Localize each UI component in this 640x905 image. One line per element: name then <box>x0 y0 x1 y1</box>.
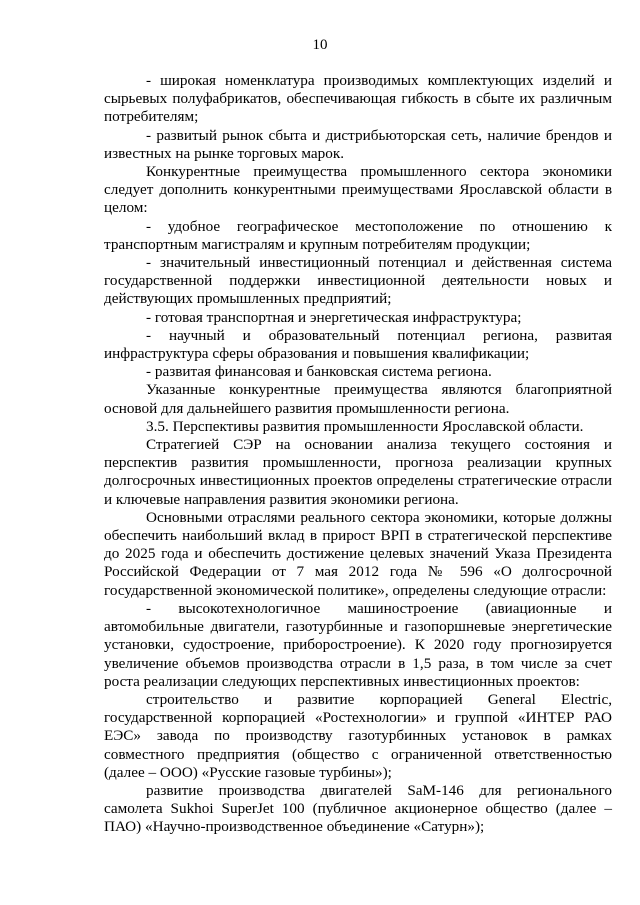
paragraph: - удобное географическое местоположение по отношению к транспортным магистралям и крупным потребителям продукции; <box>104 217 612 253</box>
section-heading: 3.5. Перспективы развития промышленности Ярославской области. <box>146 417 584 435</box>
paragraph: - широкая номенклатура производимых комплектующих изделий и сырьевых полуфабрикатов, обеспечивающая гибкость в сбыте их различным потребителям; <box>104 72 612 126</box>
page-number: 10 <box>312 37 328 53</box>
paragraph: - значительный инвестиционный потенциал и действенная система государственной поддержки инвестиционной деятельности новых и действующих промышленных предприятий; <box>104 254 612 308</box>
paragraph: развитие производства двигателей SaM-146 для регионального самолета Sukhoi SuperJet 100 (публичное акционерное общество (далее – ПАО) «Научно-производственное объединение «Сатурн»); <box>104 781 612 836</box>
paragraph: - развитая финансовая и банковская система региона. <box>146 363 492 381</box>
paragraph: Указанные конкурентные преимущества являются благоприятной основой для дальнейшего развития промышленности региона. <box>104 381 612 417</box>
paragraph: - готовая транспортная и энергетическая инфраструктура; <box>146 308 522 326</box>
paragraph: - научный и образовательный потенциал региона, развитая инфраструктура сферы образования и повышения квалификации; <box>104 326 612 363</box>
paragraph: - высокотехнологичное машиностроение (авиационные и автомобильные двигатели, газотурбинные и газопоршневые энергетические установки, судостроение, приборостроение). К 2020 году прогнозируется увеличение объемов производства отрасли в 1,5 раза, в том числе за счет роста реализации следующих перспективных инвестиционных проектов: <box>104 599 612 690</box>
paragraph: Стратегией СЭР на основании анализа текущего состояния и перспектив развития промышленности, прогноза реализации крупных долгосрочных инвестиционных проектов определены стратегические отрасли и ключевые направления развития экономики региона. <box>104 436 612 508</box>
paragraph: - развитый рынок сбыта и дистрибьюторская сеть, наличие брендов и известных на рынке торговых марок. <box>104 126 612 162</box>
document-body <box>104 72 612 837</box>
paragraph: Конкурентные преимущества промышленного сектора экономики следует дополнить конкурентными преимуществами Ярославской области в целом: <box>104 163 612 217</box>
paragraph: строительство и развитие корпорацией General Electric, государственной корпорацией «Ростехнологии» и группой «ИНТЕР РАО ЕЭС» завода по производству газотурбинных установок в рамках совместного предприятия (общество с ограниченной ответственностью (далее – ООО) «Русские газовые турбины»); <box>104 690 612 781</box>
paragraph: Основными отраслями реального сектора экономики, которые должны обеспечить наибольший вклад в прирост ВРП в стратегической перспективе до 2025 года и обеспечить достижение целевых значений Указа Президента Российской Федерации от 7 мая 2012 года № 596 «О долгосрочной государственной экономической политике», определены следующие отрасли: <box>104 508 612 599</box>
